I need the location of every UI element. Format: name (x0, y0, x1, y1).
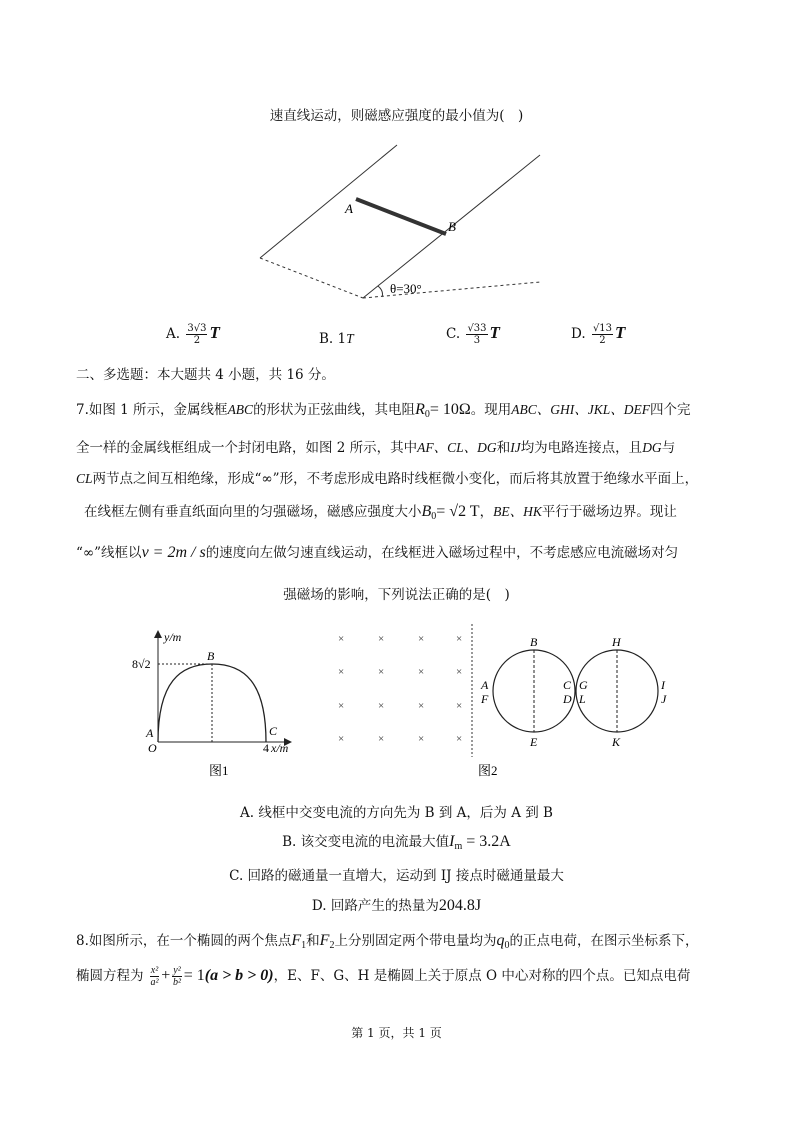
figure-2 (325, 622, 685, 782)
svg-text:×: × (418, 700, 425, 712)
svg-text:×: × (338, 666, 345, 678)
figure-2-caption: 图2 (478, 763, 498, 778)
q6-stem-tail: 速直线运动，则磁感应强度的最小值为( ) (269, 108, 524, 124)
point-f: F (481, 692, 489, 706)
y-axis-arrow (154, 630, 162, 638)
option-d[interactable]: D. $\frac{√13}{2}$ T (571, 323, 626, 346)
label-a: A (345, 201, 353, 216)
q7-option-a[interactable]: A. 线框中交变电流的方向先为 B 到 A，后为 A 到 B (240, 805, 553, 821)
svg-text:×: × (338, 633, 345, 645)
svg-text:×: × (378, 733, 385, 745)
figure-1 (132, 622, 310, 782)
point-i: I (661, 678, 665, 692)
origin-label: O (148, 741, 157, 755)
field-crosses (338, 633, 462, 745)
angle-arc (378, 286, 383, 297)
section-heading: 二、多选题：本大题共 4 小题，共 16 分。 (76, 367, 335, 383)
point-j: J (661, 692, 667, 706)
option-b[interactable]: B. 1T (319, 331, 354, 347)
incline-left-rail (260, 145, 397, 258)
point-h: H (612, 635, 621, 649)
svg-text:×: × (456, 700, 463, 712)
rod-ab (356, 199, 446, 234)
point-e: E (530, 735, 538, 749)
option-a[interactable]: A. $\frac{3√3}{2}$ T (166, 323, 220, 346)
point-a-label: A (146, 726, 154, 740)
point-c-label: C (269, 724, 278, 738)
q8-line-2: 椭圆方程为 $\frac{\text{x²}}{\text{a²}}$ + $\frac{\text{y²}}{\text{b²}}$ = 1(a > b > 0)，E、F、G、H 是椭圆上关于原点 O 中心对称的四个点。已知点电荷 (76, 965, 691, 988)
svg-text:×: × (456, 666, 463, 678)
q7-line-5: “∞”线框以v = 2m / s的速度向左做匀速直线运动，在线框进入磁场过程中，不考虑感应电流磁场对匀 (76, 544, 679, 561)
svg-text:×: × (338, 700, 345, 712)
q8-line-1: 8.如图所示，在一个椭圆的两个焦点$F_1$和$F_2$上分别固定两个带电量均为$q_0$的正点电荷，在图示坐标系下， (76, 932, 699, 951)
q7-option-c[interactable]: C. 回路的磁通量一直增大，运动到 IJ 接点时磁通量最大 (229, 868, 564, 884)
svg-text:×: × (418, 733, 425, 745)
point-d: D (563, 692, 572, 706)
svg-text:×: × (378, 700, 385, 712)
svg-text:×: × (418, 633, 425, 645)
q7-line-3: CL两节点之间互相绝缘，形成“∞”形，不考虑形成电路时线框微小变化，而后将其放置于绝缘水平面上， (76, 471, 699, 487)
incline-base-edge (260, 258, 363, 298)
page-footer: 第 1 页，共 1 页 (351, 1026, 442, 1040)
q7-line-2: 全一样的金属线框组成一个封闭电路，如图 2 所示，其中AF、CL、DG和IJ均为电路连接点，且DG与 (76, 440, 676, 456)
figure-1-caption: 图1 (209, 763, 229, 778)
svg-text:×: × (338, 733, 345, 745)
svg-text:×: × (378, 633, 385, 645)
point-c: C (563, 678, 572, 692)
x-axis-label: x/m (271, 741, 289, 755)
point-l: L (579, 692, 586, 706)
q7-line-6: 强磁场的影响，下列说法正确的是( ) (283, 587, 510, 603)
angle-label: θ=30° (390, 281, 422, 296)
q7-line-4: 在线框左侧有垂直纸面向里的匀强磁场，磁感应强度大小$B_0= √2$ T，BE、HK平行于磁场边界。现让 (84, 503, 677, 522)
point-k: K (612, 735, 621, 749)
sine-curve (158, 664, 266, 742)
point-a: A (481, 678, 489, 692)
svg-text:×: × (456, 633, 463, 645)
point-g: G (579, 678, 588, 692)
option-c[interactable]: C. $\frac{√33}{3}$ T (446, 323, 500, 346)
x-tick-label: 4 (263, 741, 269, 755)
point-b-label: B (207, 649, 215, 663)
point-b: B (530, 635, 538, 649)
y-axis-label: y/m (164, 630, 182, 644)
q7-option-d[interactable]: D. 回路产生的热量为204.8J (311, 897, 482, 914)
svg-text:×: × (456, 733, 463, 745)
q7-option-b[interactable]: B. 该交变电流的电流最大值$I_m = 3.2A$ (282, 833, 511, 852)
incline-figure (250, 135, 550, 305)
svg-text:×: × (418, 666, 425, 678)
y-tick-label: 8√2 (132, 657, 151, 671)
svg-text:×: × (378, 666, 385, 678)
label-b: B (448, 219, 456, 234)
q7-line-1: 7.如图 1 所示，金属线框ABC的形状为正弦曲线，其电阻$R_0= 10\Omega$。现用ABC、GHI、JKL、DEF四个完 (76, 401, 691, 420)
